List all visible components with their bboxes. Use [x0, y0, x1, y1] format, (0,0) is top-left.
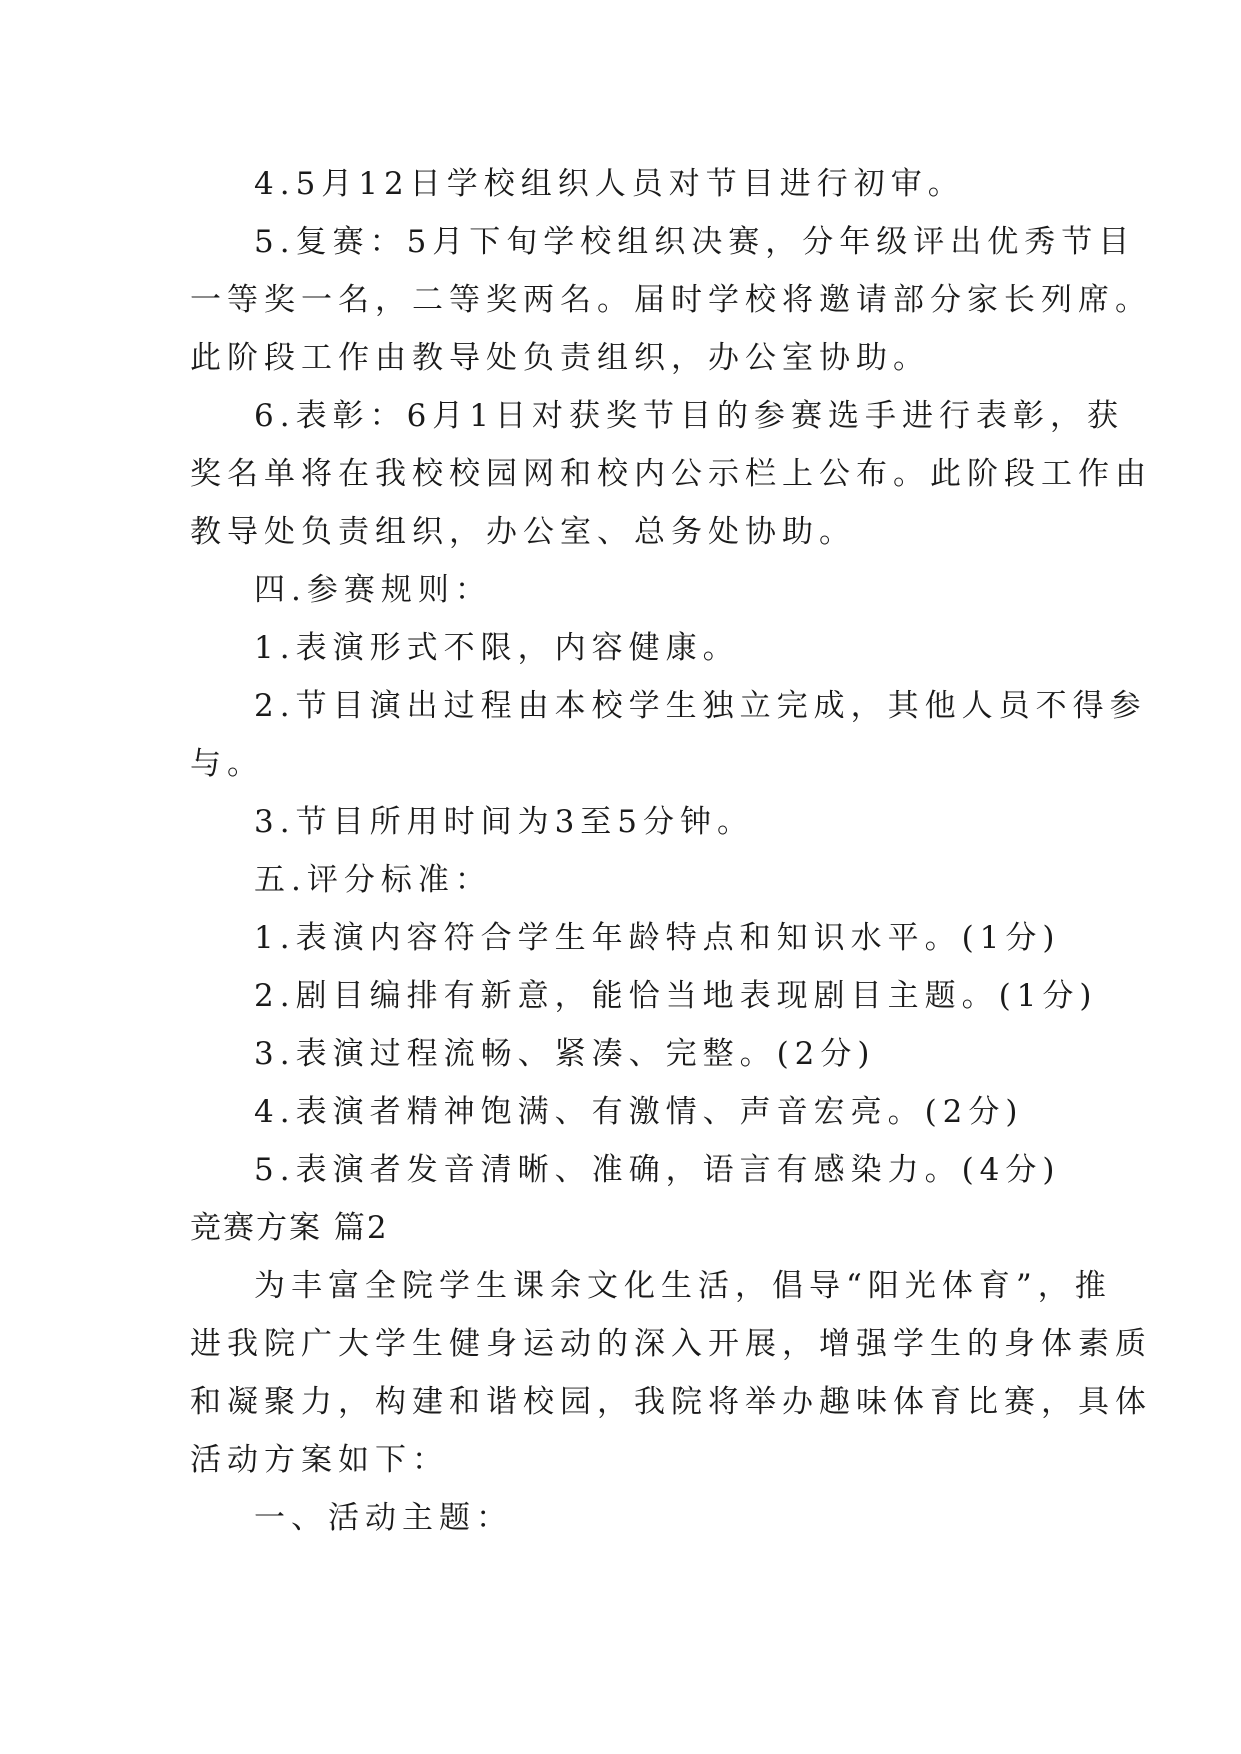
- paragraph-line: 进我院广大学生健身运动的深入开展，增强学生的身体素质: [190, 1326, 1152, 1362]
- paragraph-line: 奖名单将在我校校园网和校内公示栏上公布。此阶段工作由: [190, 456, 1152, 492]
- paragraph-line: 与。: [190, 746, 264, 782]
- paragraph-line: 5.复赛：5月下旬学校组织决赛，分年级评出优秀节目: [254, 224, 1136, 260]
- paragraph-line: 6.表彰：6月1日对获奖节目的参赛选手进行表彰，获: [254, 398, 1125, 434]
- section-heading: 四.参赛规则：: [254, 572, 492, 608]
- section-heading: 一、活动主题：: [254, 1500, 513, 1536]
- paragraph-line: 活动方案如下：: [190, 1442, 449, 1478]
- section-heading: 五.评分标准：: [254, 862, 492, 898]
- document-body: [190, 155, 1152, 1547]
- paragraph-line: 1.表演内容符合学生年龄特点和知识水平。(1分): [254, 920, 1061, 956]
- paragraph-line: 2.节目演出过程由本校学生独立完成，其他人员不得参: [254, 688, 1147, 724]
- paragraph-line: 4.5月12日学校组织人员对节目进行初审。: [254, 166, 965, 202]
- paragraph-line: 3.表演过程流畅、紧凑、完整。(2分): [254, 1036, 876, 1072]
- paragraph-line: 3.节目所用时间为3至5分钟。: [254, 804, 755, 840]
- paragraph-line: 4.表演者精神饱满、有激情、声音宏亮。(2分): [254, 1094, 1024, 1130]
- paragraph-line: 2.剧目编排有新意，能恰当地表现剧目主题。(1分): [254, 978, 1098, 1014]
- paragraph-line: 此阶段工作由教导处负责组织，办公室协助。: [190, 340, 930, 376]
- paragraph-line: 和凝聚力，构建和谐校园，我院将举办趣味体育比赛，具体: [190, 1384, 1152, 1420]
- paragraph-line: 教导处负责组织，办公室、总务处协助。: [190, 514, 856, 550]
- paragraph-line: 为丰富全院学生课余文化生活，倡导“阳光体育”，推: [254, 1268, 1112, 1304]
- document-section-title: 竞赛方案 篇2: [190, 1210, 389, 1246]
- paragraph-line: 5.表演者发音清晰、准确，语言有感染力。(4分): [254, 1152, 1061, 1188]
- paragraph-line: 1.表演形式不限，内容健康。: [254, 630, 740, 666]
- paragraph-line: 一等奖一名，二等奖两名。届时学校将邀请部分家长列席。: [190, 282, 1152, 318]
